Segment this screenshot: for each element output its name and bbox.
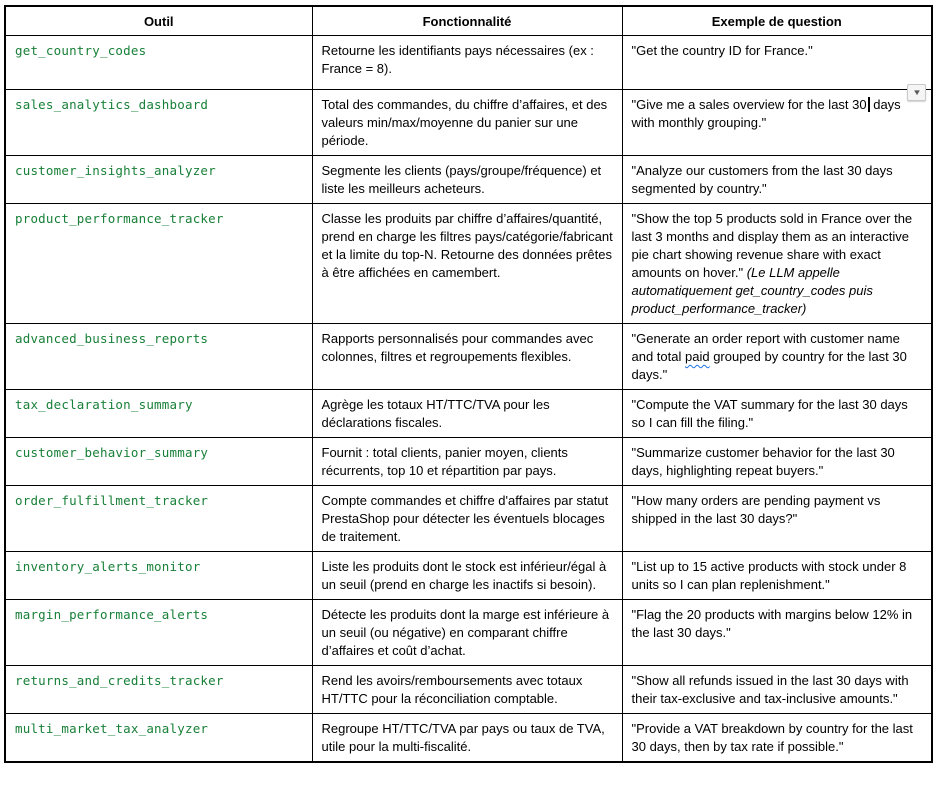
tool-name: product_performance_tracker <box>15 211 224 226</box>
functionality-cell[interactable] <box>312 204 622 324</box>
example-text <box>632 721 913 754</box>
example-cell[interactable] <box>622 204 932 324</box>
tool-name-cell[interactable] <box>5 438 312 486</box>
example-cell[interactable] <box>622 156 932 204</box>
tool-name: returns_and_credits_tracker <box>15 673 224 688</box>
table-row <box>5 438 932 486</box>
tool-name-cell[interactable] <box>5 324 312 390</box>
column-header-fonctionnalite: Fonctionnalité <box>312 6 622 36</box>
example-cell[interactable] <box>622 324 932 390</box>
example-text <box>632 163 893 196</box>
functionality-text: Compte commandes et chiffre d'affaires par statut PrestaShop pour détecter les éventuels blocages de traitement. <box>321 493 609 544</box>
example-cell[interactable] <box>622 390 932 438</box>
functionality-text: Total des commandes, du chiffre d’affaires, et des valeurs min/max/moyenne du panier sur une période. <box>321 97 608 148</box>
header-row <box>5 6 932 36</box>
example-segment: "Compute the VAT summary for the last 30 days so I can fill the filing." <box>631 397 908 430</box>
example-text <box>632 211 913 316</box>
example-cell[interactable] <box>622 600 932 666</box>
example-segment: days with monthly grouping." <box>631 97 901 130</box>
example-text <box>632 493 881 526</box>
functionality-cell[interactable] <box>312 600 622 666</box>
table-row <box>5 90 932 156</box>
example-cell[interactable] <box>622 87 932 156</box>
functionality-cell[interactable] <box>312 324 622 390</box>
functionality-text: Classe les produits par chiffre d’affaires/quantité, prend en charge les filtres pays/catégorie/fabricant et la limite du top-N. Retourne des données prêtes à être affichées en camembert. <box>321 211 613 280</box>
functionality-text: Rapports personnalisés pour commandes avec colonnes, filtres et regroupements flexibles. <box>321 331 594 364</box>
example-text <box>632 559 907 592</box>
tool-name-cell[interactable] <box>5 90 312 156</box>
table-row <box>5 390 932 438</box>
example-text <box>632 397 908 430</box>
tools-table <box>4 5 933 763</box>
tool-name-cell[interactable] <box>5 552 312 600</box>
example-segment: "Get the country ID for France." <box>631 43 813 58</box>
functionality-text: Rend les avoirs/remboursements avec totaux HT/TTC pour la réconciliation comptable. <box>321 673 583 706</box>
functionality-text: Fournit : total clients, panier moyen, clients récurrents, top 10 et répartition par pays. <box>321 445 568 478</box>
functionality-cell[interactable] <box>312 156 622 204</box>
table-row <box>5 666 932 714</box>
table-row <box>5 204 932 324</box>
table-row <box>5 156 932 204</box>
functionality-cell[interactable] <box>312 714 622 763</box>
example-segment: "Show all refunds issued in the last 30 days with their tax-exclusive and tax-inclusive amounts." <box>631 673 909 706</box>
tool-name-cell[interactable] <box>5 486 312 552</box>
example-segment: "Flag the 20 products with margins below 12% in the last 30 days." <box>631 607 913 640</box>
table-row <box>5 714 932 763</box>
table-row <box>5 324 932 390</box>
example-cell[interactable] <box>622 36 932 90</box>
example-segment: "Show the top 5 products sold in France over the last 3 months and display them as an interactive pie chart showing revenue share with exact amounts on hover." <box>631 211 913 280</box>
misspelled-word: paid <box>685 349 710 364</box>
functionality-text: Regroupe HT/TTC/TVA par pays ou taux de TVA, utile pour la multi-fiscalité. <box>321 721 605 754</box>
example-cell[interactable] <box>622 486 932 552</box>
example-text <box>632 331 907 382</box>
functionality-cell[interactable] <box>312 552 622 600</box>
example-cell[interactable] <box>622 552 932 600</box>
functionality-text: Segmente les clients (pays/groupe/fréquence) et liste les meilleurs acheteurs. <box>321 163 602 196</box>
example-segment: "Give me a sales overview for the last 30 <box>631 97 867 112</box>
tool-name: tax_declaration_summary <box>15 397 193 412</box>
table-row <box>5 486 932 552</box>
tool-name: sales_analytics_dashboard <box>15 97 209 112</box>
example-text <box>632 445 895 478</box>
example-text <box>632 43 813 58</box>
example-cell[interactable] <box>622 714 932 763</box>
example-segment: "How many orders are pending payment vs shipped in the last 30 days?" <box>631 493 881 526</box>
tool-name: order_fulfillment_tracker <box>15 493 209 508</box>
example-segment: "Provide a VAT breakdown by country for the last 30 days, then by tax rate if possible." <box>631 721 913 754</box>
functionality-text: Détecte les produits dont la marge est inférieure à un seuil (ou négative) en comparant chiffre d’affaires et coût d’achat. <box>321 607 610 658</box>
tool-name: margin_performance_alerts <box>15 607 209 622</box>
tool-name-cell[interactable] <box>5 36 312 90</box>
example-text <box>632 97 901 130</box>
tool-name: inventory_alerts_monitor <box>15 559 201 574</box>
column-header-outil: Outil <box>5 6 312 36</box>
example-segment: "Summarize customer behavior for the last 30 days, highlighting repeat buyers." <box>631 445 895 478</box>
table-row <box>5 552 932 600</box>
italic-note: (Le LLM appelle automatiquement get_country_codes puis product_performance_tracker) <box>631 265 873 316</box>
functionality-cell[interactable] <box>312 90 622 156</box>
tool-name: advanced_business_reports <box>15 331 209 346</box>
functionality-cell[interactable] <box>312 666 622 714</box>
table-row <box>5 36 932 90</box>
example-segment: "Analyze our customers from the last 30 days segmented by country." <box>631 163 893 196</box>
tool-name: get_country_codes <box>15 43 147 58</box>
tool-name-cell[interactable] <box>5 600 312 666</box>
example-text <box>632 673 909 706</box>
chevron-down-icon: ▼ <box>911 87 922 97</box>
tool-name-cell[interactable] <box>5 204 312 324</box>
dropdown-widget[interactable] <box>907 84 926 101</box>
example-segment: "Generate an order report with customer name and total <box>631 331 900 364</box>
example-cell[interactable] <box>622 438 932 486</box>
tool-name: customer_behavior_summary <box>15 445 209 460</box>
tool-name-cell[interactable] <box>5 666 312 714</box>
tool-name: multi_market_tax_analyzer <box>15 721 209 736</box>
example-segment: grouped by country for the last 30 days." <box>631 349 907 382</box>
functionality-text: Retourne les identifiants pays nécessaires (ex : France = 8). <box>321 43 594 76</box>
example-text <box>632 607 913 640</box>
tool-name-cell[interactable] <box>5 714 312 763</box>
tool-name-cell[interactable] <box>5 390 312 438</box>
functionality-text: Agrège les totaux HT/TTC/TVA pour les déclarations fiscales. <box>321 397 550 430</box>
column-header-exemple-de-question: Exemple de question <box>622 6 932 36</box>
functionality-cell[interactable] <box>312 438 622 486</box>
table-row <box>5 600 932 666</box>
functionality-cell[interactable] <box>312 390 622 438</box>
example-segment: "List up to 15 active products with stock under 8 units so I can plan replenishment." <box>631 559 907 592</box>
functionality-cell[interactable] <box>312 486 622 552</box>
functionality-text: Liste les produits dont le stock est inférieur/égal à un seuil (prend en charge les inactifs si besoin). <box>321 559 607 592</box>
functionality-cell[interactable] <box>312 36 622 90</box>
tool-name-cell[interactable] <box>5 156 312 204</box>
example-cell[interactable] <box>622 666 932 714</box>
tool-name: customer_insights_analyzer <box>15 163 216 178</box>
